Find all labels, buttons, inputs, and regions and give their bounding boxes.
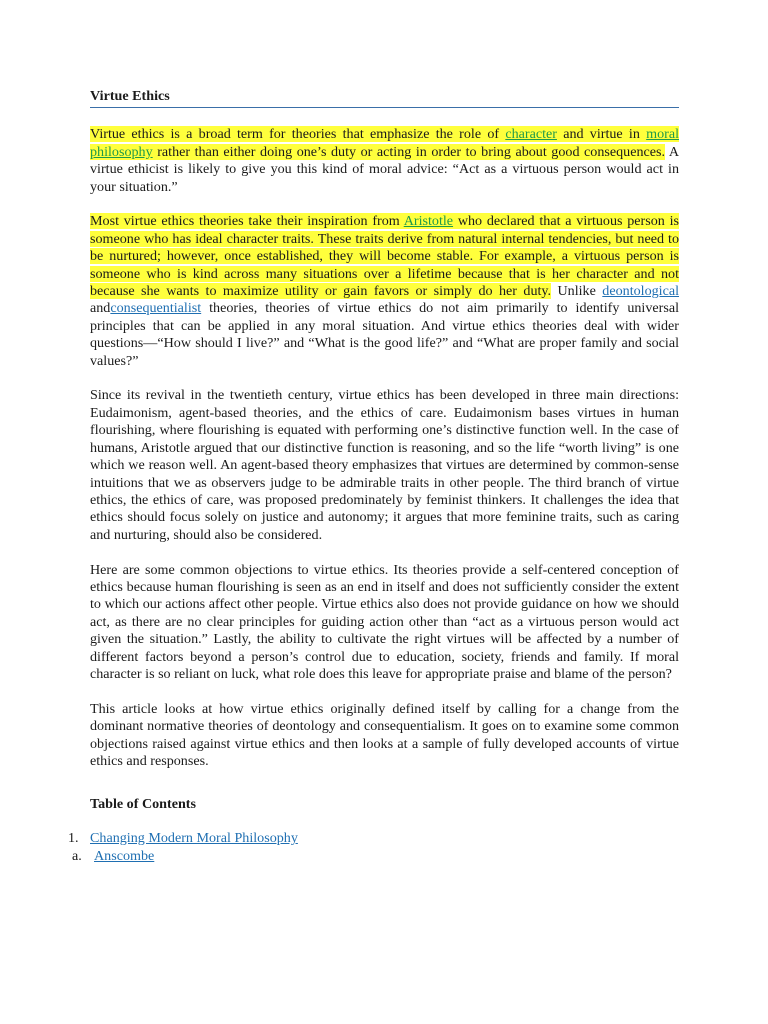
text-run: and virtue in xyxy=(556,126,647,143)
toc-number: a. xyxy=(72,847,82,864)
toc-item xyxy=(68,829,679,848)
toc-title: Table of Contents xyxy=(90,796,196,813)
paragraph-aristotle xyxy=(90,213,679,370)
link-character[interactable]: character xyxy=(505,126,557,143)
paragraph-intro xyxy=(90,126,679,196)
text-run: Most virtue ethics theories take their inspiration from xyxy=(90,213,404,230)
link-moral-philosophy[interactable]: moral philosophy xyxy=(90,126,679,160)
text-run: who declared that a virtuous person is someone who has ideal character traits. These traits derive from natural internal tendencies, but need to be nurtured; however, once established, they will become stable. For example, a virtuous person is someone who is kind across many situations over a lifetime because that is her character and not because she wants to maximize utility or gain favors or simply do her duty. xyxy=(90,213,679,300)
toc-number: 1. xyxy=(68,829,79,846)
text-run: Unlike xyxy=(551,283,603,300)
toc-item xyxy=(72,847,679,866)
text-run: A virtue ethicist is likely to give you this kind of moral advice: “Act as a virtuous person would act in your situation.” xyxy=(90,143,679,195)
paragraph-article-overview: This article looks at how virtue ethics originally defined itself by calling for a change from the dominant normative theories of deontology and consequentialism. It goes on to examine some common objections raised against virtue ethics and then looks at a sample of fully developed accounts of virtue ethics and responses. xyxy=(90,700,679,769)
link-consequentialist[interactable]: consequentialist xyxy=(110,300,202,317)
text-run: theories, theories of virtue ethics do not aim primarily to identify universal principles that can be applied in any moral situation. And virtue ethics theories deal with wider questions—“How should I live?” and “What is the good life?” and “What are proper family and social values?” xyxy=(90,300,679,369)
document-page xyxy=(68,88,680,866)
text-run: and xyxy=(90,300,111,317)
link-deontological[interactable]: deontological xyxy=(602,283,680,300)
highlight xyxy=(90,126,679,159)
text-run: Virtue ethics is a broad term for theories that emphasize the role of xyxy=(90,126,506,143)
page-title: Virtue Ethics xyxy=(90,88,679,108)
paragraph-revival: Since its revival in the twentieth century, virtue ethics has been developed in three main directions: Eudaimonism, agent-based theories, and the ethics of care. Eudaimonism bases virtues in human flourishing, where flourishing is equated with performing one’s distinctive function well. In the case of humans, Aristotle argued that our distinctive function is reasoning, and so the life “worth living” is one which we reason well. An agent-based theory emphasizes that virtues are determined by common-sense intuitions that we as observers judge to be admirable traits in other people. The third branch of virtue ethics, the ethics of care, was proposed predominately by feminist thinkers. It challenges the idea that ethics should focus solely on justice and autonomy; it argues that more feminine traits, such as caring and nurturing, should also be considered. xyxy=(90,387,679,543)
toc-link-changing-modern-moral-philosophy[interactable]: Changing Modern Moral Philosophy xyxy=(90,829,298,846)
toc-link-anscombe[interactable]: Anscombe xyxy=(94,847,155,864)
link-aristotle[interactable]: Aristotle xyxy=(403,213,454,230)
text-run: rather than either doing one’s duty or acting in order to bring about good consequences. xyxy=(152,143,666,160)
paragraph-objections: Here are some common objections to virtue ethics. Its theories provide a self-centered conception of ethics because human flourishing is seen as an end in itself and does not sufficiently consider the extent to which our actions affect other people. Virtue ethics also does not provide guidance on how we should act, as there are no clear principles for guiding action other than “act as a virtuous person would act given the situation.” Lastly, the ability to cultivate the right virtues will be affected by a number of different factors beyond a person’s control due to education, society, friends and family. If moral character is so reliant on luck, what role does this leave for appropriate praise and blame of the person? xyxy=(90,561,679,682)
